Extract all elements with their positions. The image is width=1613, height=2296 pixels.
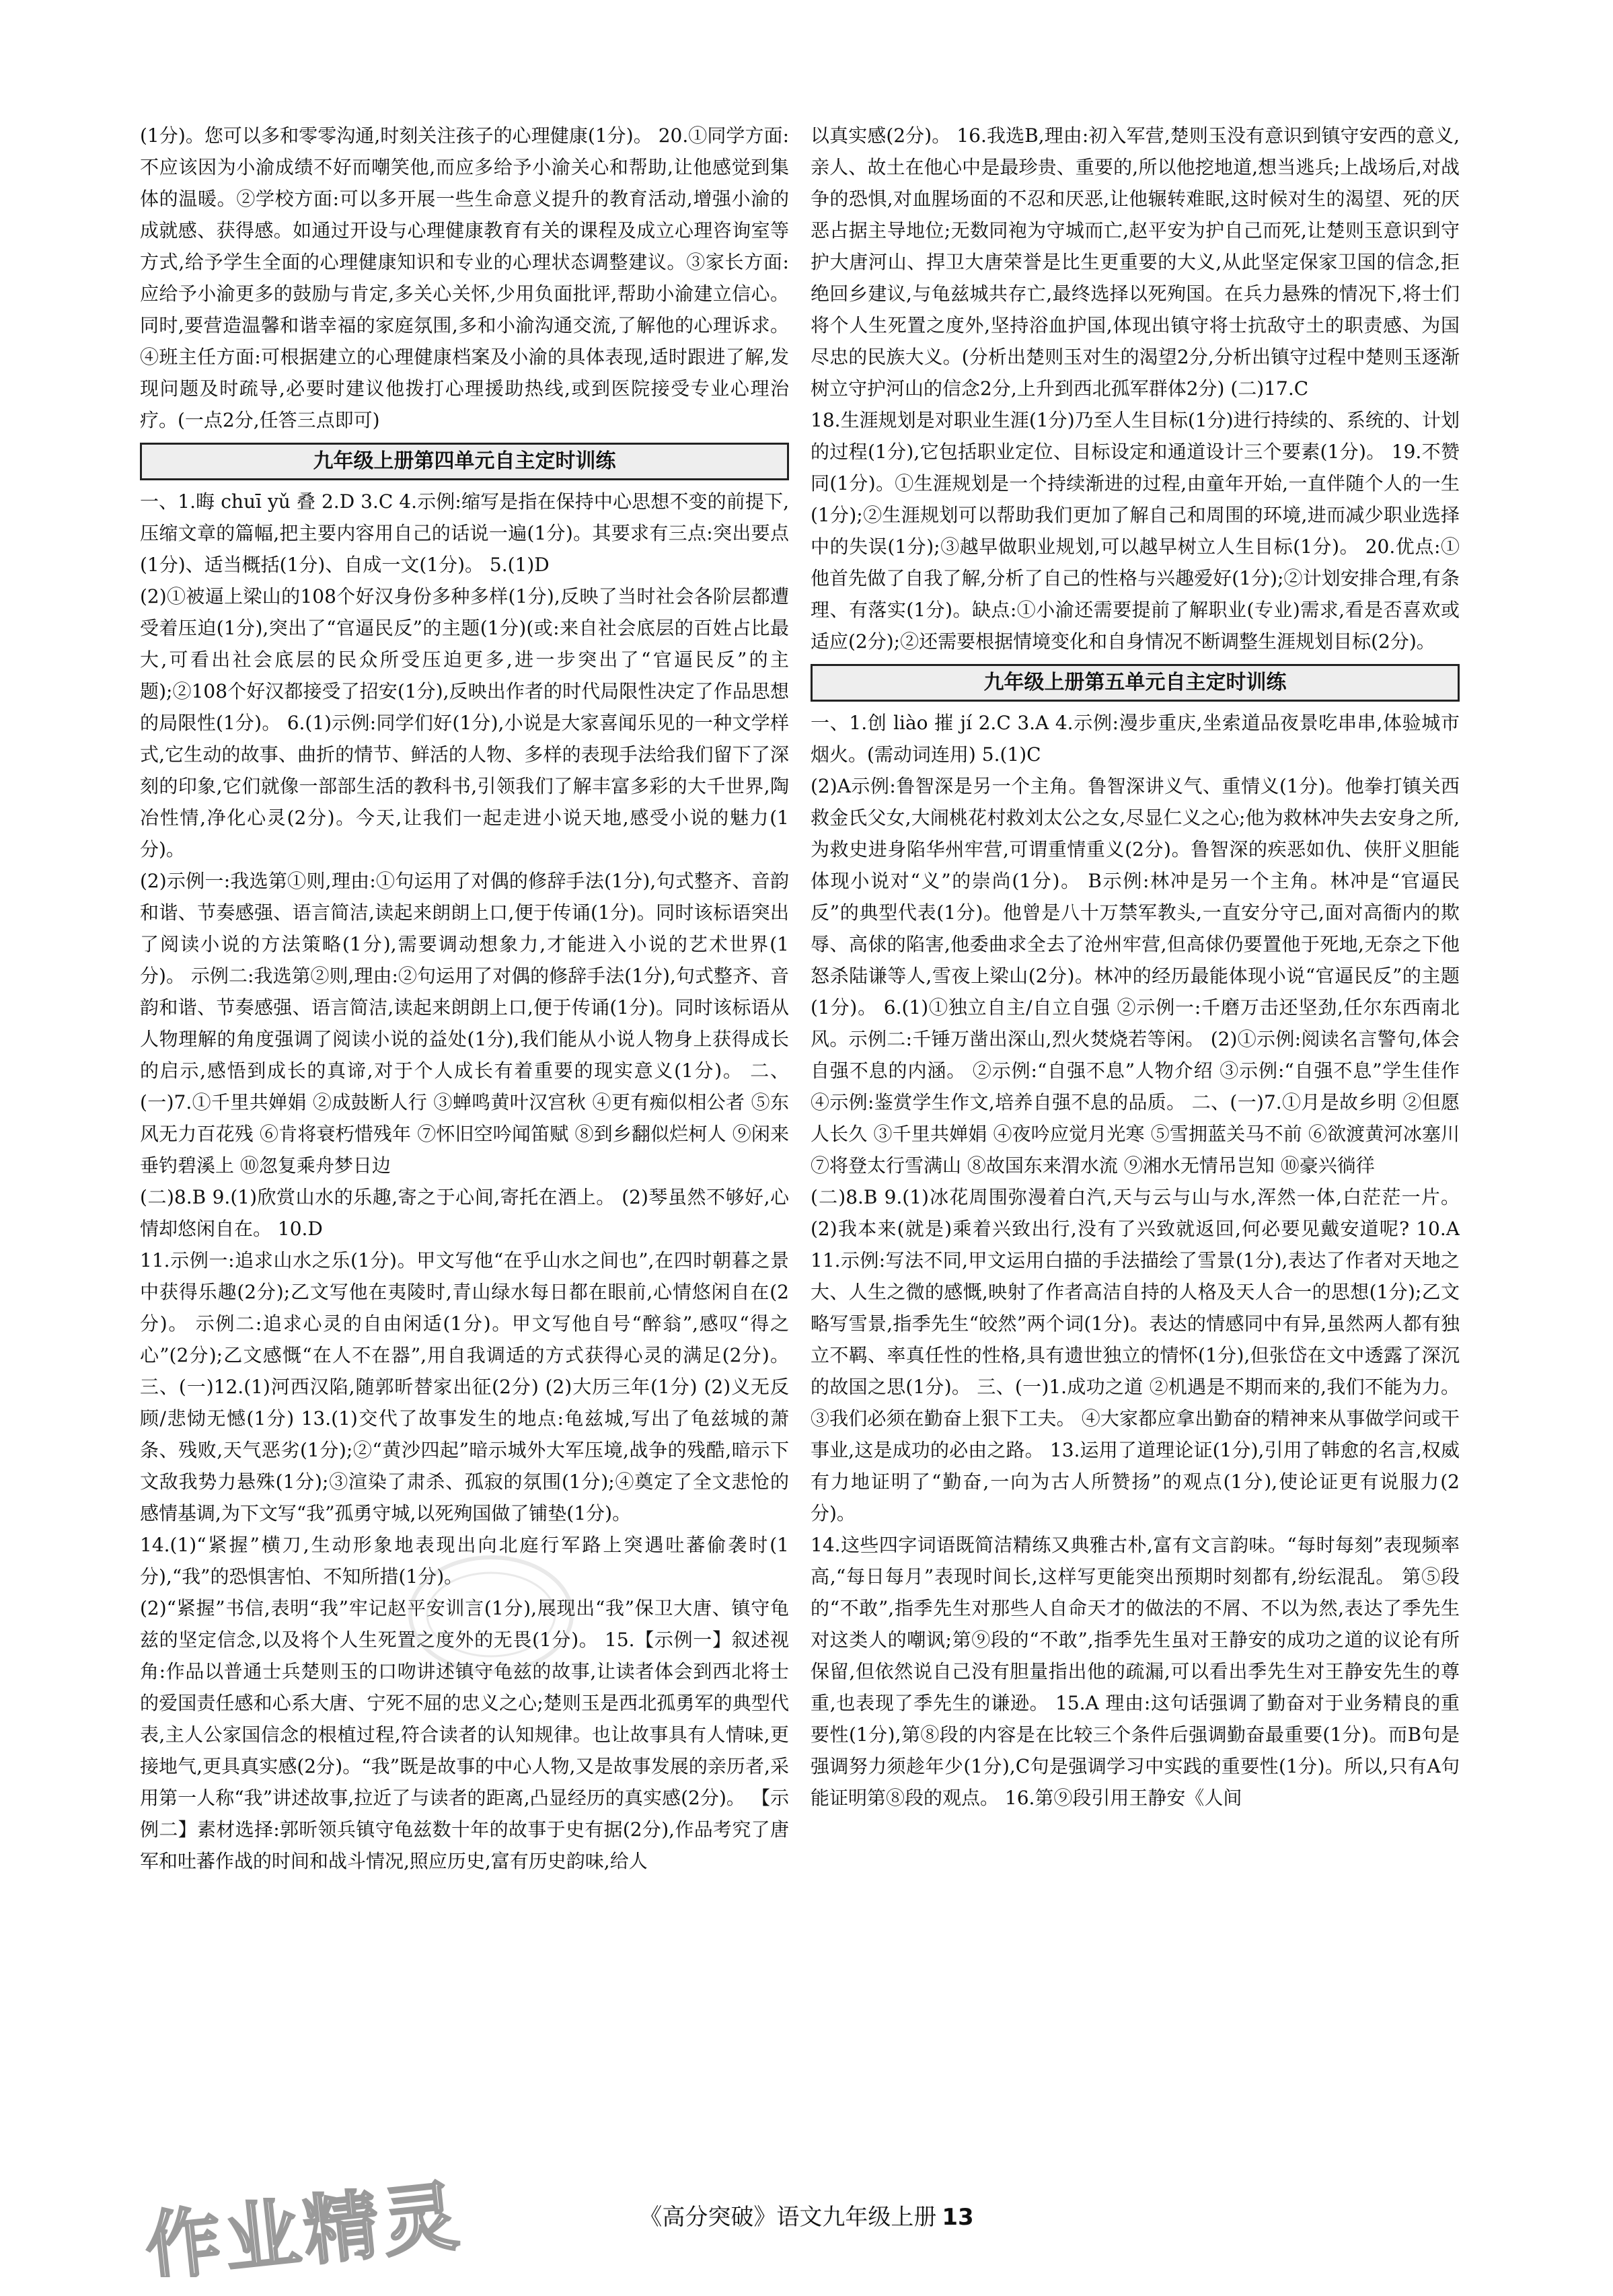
unit4-banner: 九年级上册第四单元自主定时训练: [140, 443, 789, 480]
right-column: [811, 120, 1460, 2185]
svg-text:作业精灵: 作业精灵: [141, 2176, 467, 2277]
unit5-banner: 九年级上册第五单元自主定时训练: [811, 664, 1460, 702]
left-paragraph-1: (1分)。您可以多和零零沟通,时刻关注孩子的心理健康(1分)。 20.①同学方面:不应该因为小渝成绩不好而嘲笑他,而应多给予小渝关心和帮助,让他感觉到集体的温暖。②学校方面:可以多开展一些生命意义提升的教育活动,增强小渝的成就感、获得感。如通过开设与心理健康教育有关的课程及成立心理咨询室等方式,给予学生全面的心理健康知识和专业的心理状态调整建议。③家长方面:应给予小渝更多的鼓励与肯定,多关心关怀,少用负面批评,帮助小渝建立信心。同时,要营造温馨和谐幸福的家庭氛围,多和小渝沟通交流,了解他的心理诉求。④班主任方面:可根据建立的心理健康档案及小渝的具体表现,适时跟进了解,发现问题及时疏导,必要时建议他拨打心理援助热线,或到医院接受专业心理治疗。(一点2分,任答三点即可): [140, 124, 789, 431]
watermark-logo: [138, 2176, 515, 2277]
right-paragraph-3: 一、1.创 liào 摧 jí 2.C 3.A 4.示例:漫步重庆,坐索道品夜景吃串串,体验城市烟火。(需动词连用) 5.(1)C: [811, 712, 1460, 766]
right-paragraph-1: 以真实感(2分)。 16.我选B,理由:初入军营,楚则玉没有意识到镇守安西的意义,亲人、故土在他心中是最珍贵、重要的,所以他挖地道,想当逃兵;上战场后,对战争的恐惧,对血腥场面的不忍和厌恶,让他辗转难眠,这时候对生的渴望、死的厌恶占据主导地位;无数同袍为守城而亡,赵平安为护自己而死,让楚则玉意识到守护大唐河山、捍卫大唐荣誉是比生更重要的大义,从此坚定保家卫国的信念,拒绝回乡建议,与龟兹城共存亡,最终选择以死殉国。在兵力悬殊的情况下,将士们将个人生死置之度外,坚持浴血护国,体现出镇守将士抗敌守土的职责感、为国尽忠的民族大义。(分析出楚则玉对生的渴望2分,分析出镇守过程中楚则玉逐渐树立守护河山的信念2分,上升到西北孤军群体2分) (二)17.C: [811, 124, 1460, 400]
left-paragraph-7: 14.(1)“紧握”横刀,生动形象地表现出向北庭行军路上突遇吐蕃偷袭时(1分),“我”的恐惧害怕、不知所措(1分)。: [140, 1534, 789, 1588]
left-paragraph-5: (二)8.B 9.(1)欣赏山水的乐趣,寄之于心间,寄托在酒上。 (2)琴虽然不够好,心情却悠闲自在。 10.D: [140, 1186, 789, 1240]
left-paragraph-4: (2)示例一:我选第①则,理由:①句运用了对偶的修辞手法(1分),句式整齐、音韵和谐、节奏感强、语言简洁,读起来朗朗上口,便于传诵(1分)。同时该标语突出了阅读小说的方法策略(1分),需要调动想象力,才能进入小说的艺术世界(1分)。 示例二:我选第②则,理由:②句运用了对偶的修辞手法(1分),句式整齐、音韵和谐、节奏感强、语言简洁,读起来朗朗上口,便于传诵(1分)。同时该标语从人物理解的角度强调了阅读小说的益处(1分),我们能从小说人物身上获得成长的启示,感悟到成长的真谛,对于个人成长有着重要的现实意义(1分)。 二、(一)7.①千里共婵娟 ②成鼓断人行 ③蝉鸣黄叶汉宫秋 ④更有痴似相公者 ⑤东风无力百花残 ⑥肯将衰朽惜残年 ⑦怀旧空吟闻笛赋 ⑧到乡翻似烂柯人 ⑨闲来垂钓碧溪上 ⑩忽复乘舟梦日边: [140, 870, 789, 1177]
right-paragraph-5: (二)8.B 9.(1)冰花周围弥漫着白汽,天与云与山与水,浑然一体,白茫茫一片。 (2)我本来(就是)乘着兴致出行,没有了兴致就返回,何必要见戴安道呢? 10.A 11.示例:写法不同,甲文运用白描的手法描绘了雪景(1分),表达了作者对天地之大、人生之微的感慨,映射了作者高洁自持的人格及天人合一的思想(1分);乙文略写雪景,指季先生“皎然”两个词(1分)。表达的情感同中有异,虽然两人都有独立不羁、率真任性的性格,具有遗世独立的情怀(1分),但张岱在文中透露了深沉的故国之思(1分)。 三、(一)1.成功之道 ②机遇是不期而来的,我们不能为力。 ③我们必须在勤奋上狠下工夫。 ④大家都应拿出勤奋的精神来从事做学问或干事业,这是成功的必由之路。 13.运用了道理论证(1分),引用了韩愈的名言,权威有力地证明了“勤奋,一向为古人所赞扬”的观点(1分),使论证更有说服力(2分)。: [811, 1186, 1460, 1524]
faint-stamp-graphic: [404, 1547, 578, 1682]
left-paragraph-8: (2)“紧握”书信,表明“我”牢记赵平安训言(1分),展现出“我”保卫大唐、镇守龟兹的坚定信念,以及将个人生死置之度外的无畏(1分)。 15.【示例一】叙述视角:作品以普通士兵楚则玉的口吻讲述镇守龟兹的故事,让读者体会到西北将士的爱国责任感和心系大唐、宁死不屈的忠义之心;楚则玉是西北孤勇军的典型代表,主人公家国信念的根植过程,符合读者的认知规律。也让故事具有人情味,更接地气,更具真实感(2分)。“我”既是故事的中心人物,又是故事发展的亲历者,采用第一人称“我”讲述故事,拉近了与读者的距离,凸显经历的真实感(2分)。 【示例二】素材选择:郭昕领兵镇守龟兹数十年的故事于史有据(2分),作品考究了唐军和吐蕃作战的时间和战斗情况,照应历史,富有历史韵味,给人: [140, 1597, 789, 1872]
left-paragraph-6: 11.示例一:追求山水之乐(1分)。甲文写他“在乎山水之间也”,在四时朝暮之景中获得乐趣(2分);乙文写他在夷陵时,青山绿水每日都在眼前,心情悠闲自在(2分)。 示例二:追求心灵的自由闲适(1分)。甲文写他自号“醉翁”,感叹“得之心”(2分);乙文感慨“在人不在器”,用自我调适的方式获得心灵的满足(2分)。 三、(一)12.(1)河西汉陷,随郭昕替家出征(2分) (2)大历三年(1分) (2)义无反顾/悲恸无憾(1分) 13.(1)交代了故事发生的地点:龟兹城,写出了龟兹城的萧条、残败,天气恶劣(1分);②“黄沙四起”暗示城外大军压境,战争的残酷,暗示下文敌我势力悬殊(1分);③渲染了肃杀、孤寂的氛围(1分);④奠定了全文悲怆的感情基调,为下文写“我”孤勇守城,以死殉国做了铺垫(1分)。: [140, 1249, 789, 1524]
right-paragraph-6: 14.这些四字词语既简洁精练又典雅古朴,富有文言韵味。“每时每刻”表现频率高,“每日每月”表现时间长,这样写更能突出预期时刻都有,纷纭混乱。 第⑤段的“不敢”,指季先生对那些人自命天才的做法的不屑、不以为然,表达了季先生对这类人的嘲讽;第⑨段的“不敢”,指季先生虽对王静安的成功之道的议论有所保留,但依然说自己没有胆量指出他的疏漏,可以看出季先生对王静安先生的尊重,也表现了季先生的谦逊。 15.A 理由:这句话强调了勤奋对于业务精良的重要性(1分),第⑧段的内容是在比较三个条件后强调勤奋最重要(1分)。而B句是强调努力须趁年少(1分),C句是强调学习中实践的重要性(1分)。所以,只有A句能证明第⑧段的观点。 16.第⑨段引用王静安《人间: [811, 1534, 1460, 1809]
left-paragraph-2: 一、1.晦 chuī yǔ 叠 2.D 3.C 4.示例:缩写是指在保持中心思想不变的前提下,压缩文章的篇幅,把主要内容用自己的话说一遍(1分)。其要求有三点:突出要点(1分)、适当概括(1分)、自成一文(1分)。 5.(1)D: [140, 490, 789, 576]
left-paragraph-3: (2)①被逼上梁山的108个好汉身份多种多样(1分),反映了当时社会各阶层都遭受着压迫(1分),突出了“官逼民反”的主题(1分)(或:来自社会底层的百姓占比最大,可看出社会底层的民众所受压迫更多,进一步突出了“官逼民反”的主题);②108个好汉都接受了招安(1分),反映出作者的时代局限性决定了作品思想的局限性(1分)。 6.(1)示例:同学们好(1分),小说是大家喜闻乐见的一种文学样式,它生动的故事、曲折的情节、鲜活的人物、多样的表现手法给我们留下了深刻的印象,它们就像一部部生活的教科书,引领我们了解丰富多彩的大千世界,陶冶性情,净化心灵(2分)。今天,让我们一起走进小说天地,感受小说的魅力(1分)。: [140, 585, 789, 860]
right-paragraph-4: (2)A示例:鲁智深是另一个主角。鲁智深讲义气、重情义(1分)。他拳打镇关西救金氏父女,大闹桃花村救刘太公之女,尽显仁义之心;他为救林冲失去安身之所,为救史进身陷华州牢营,可谓重情重义(2分)。鲁智深的疾恶如仇、侠肝义胆能体现小说对“义”的崇尚(1分)。 B示例:林冲是另一个主角。林冲是“官逼民反”的典型代表(1分)。他曾是八十万禁军教头,一直安分守己,面对高衙内的欺辱、高俅的陷害,他委曲求全去了沧州牢营,但高俅仍要置他于死地,无奈之下他怒杀陆谦等人,雪夜上梁山(2分)。林冲的经历最能体现小说“官逼民反”的主题(1分)。 6.(1)①独立自主/自立自强 ②示例一:千磨万击还坚劲,任尔东西南北风。示例二:千锤万凿出深山,烈火焚烧若等闲。 (2)①示例:阅读名言警句,体会自强不息的内涵。 ②示例:“自强不息”人物介绍 ③示例:“自强不息”学生佳作 ④示例:鉴赏学生作文,培养自强不息的品质。 二、(一)7.①月是故乡明 ②但愿人长久 ③千里共婵娟 ④夜吟应觉月光寒 ⑤雪拥蓝关马不前 ⑥欲渡黄河冰塞川 ⑦将登太行雪满山 ⑧故国东来渭水流 ⑨湘水无情吊岂知 ⑩豪兴徜徉: [811, 775, 1460, 1177]
left-column: [140, 120, 789, 2185]
right-paragraph-2: 18.生涯规划是对职业生涯(1分)乃至人生目标(1分)进行持续的、系统的、计划的过程(1分),它包括职业定位、目标设定和通道设计三个要素(1分)。 19.不赞同(1分)。①生涯规划是一个持续渐进的过程,由童年开始,一直伴随个人的一生(1分);②生涯规划可以帮助我们更加了解自己和周围的环境,进而减少职业选择中的失误(1分);③越早做职业规划,可以越早树立人生目标(1分)。 20.优点:①他首先做了自我了解,分析了自己的性格与兴趣爱好(1分);②计划安排合理,有条理、有落实(1分)。缺点:①小渝还需要提前了解职业(专业)需求,看是否喜欢或适应(2分);②还需要根据情境变化和自身情况不断调整生涯规划目标(2分)。: [811, 409, 1460, 653]
footer-book-title: 《高分突破》语文九年级上册: [639, 2204, 937, 2231]
page-number: 13: [942, 2204, 974, 2231]
